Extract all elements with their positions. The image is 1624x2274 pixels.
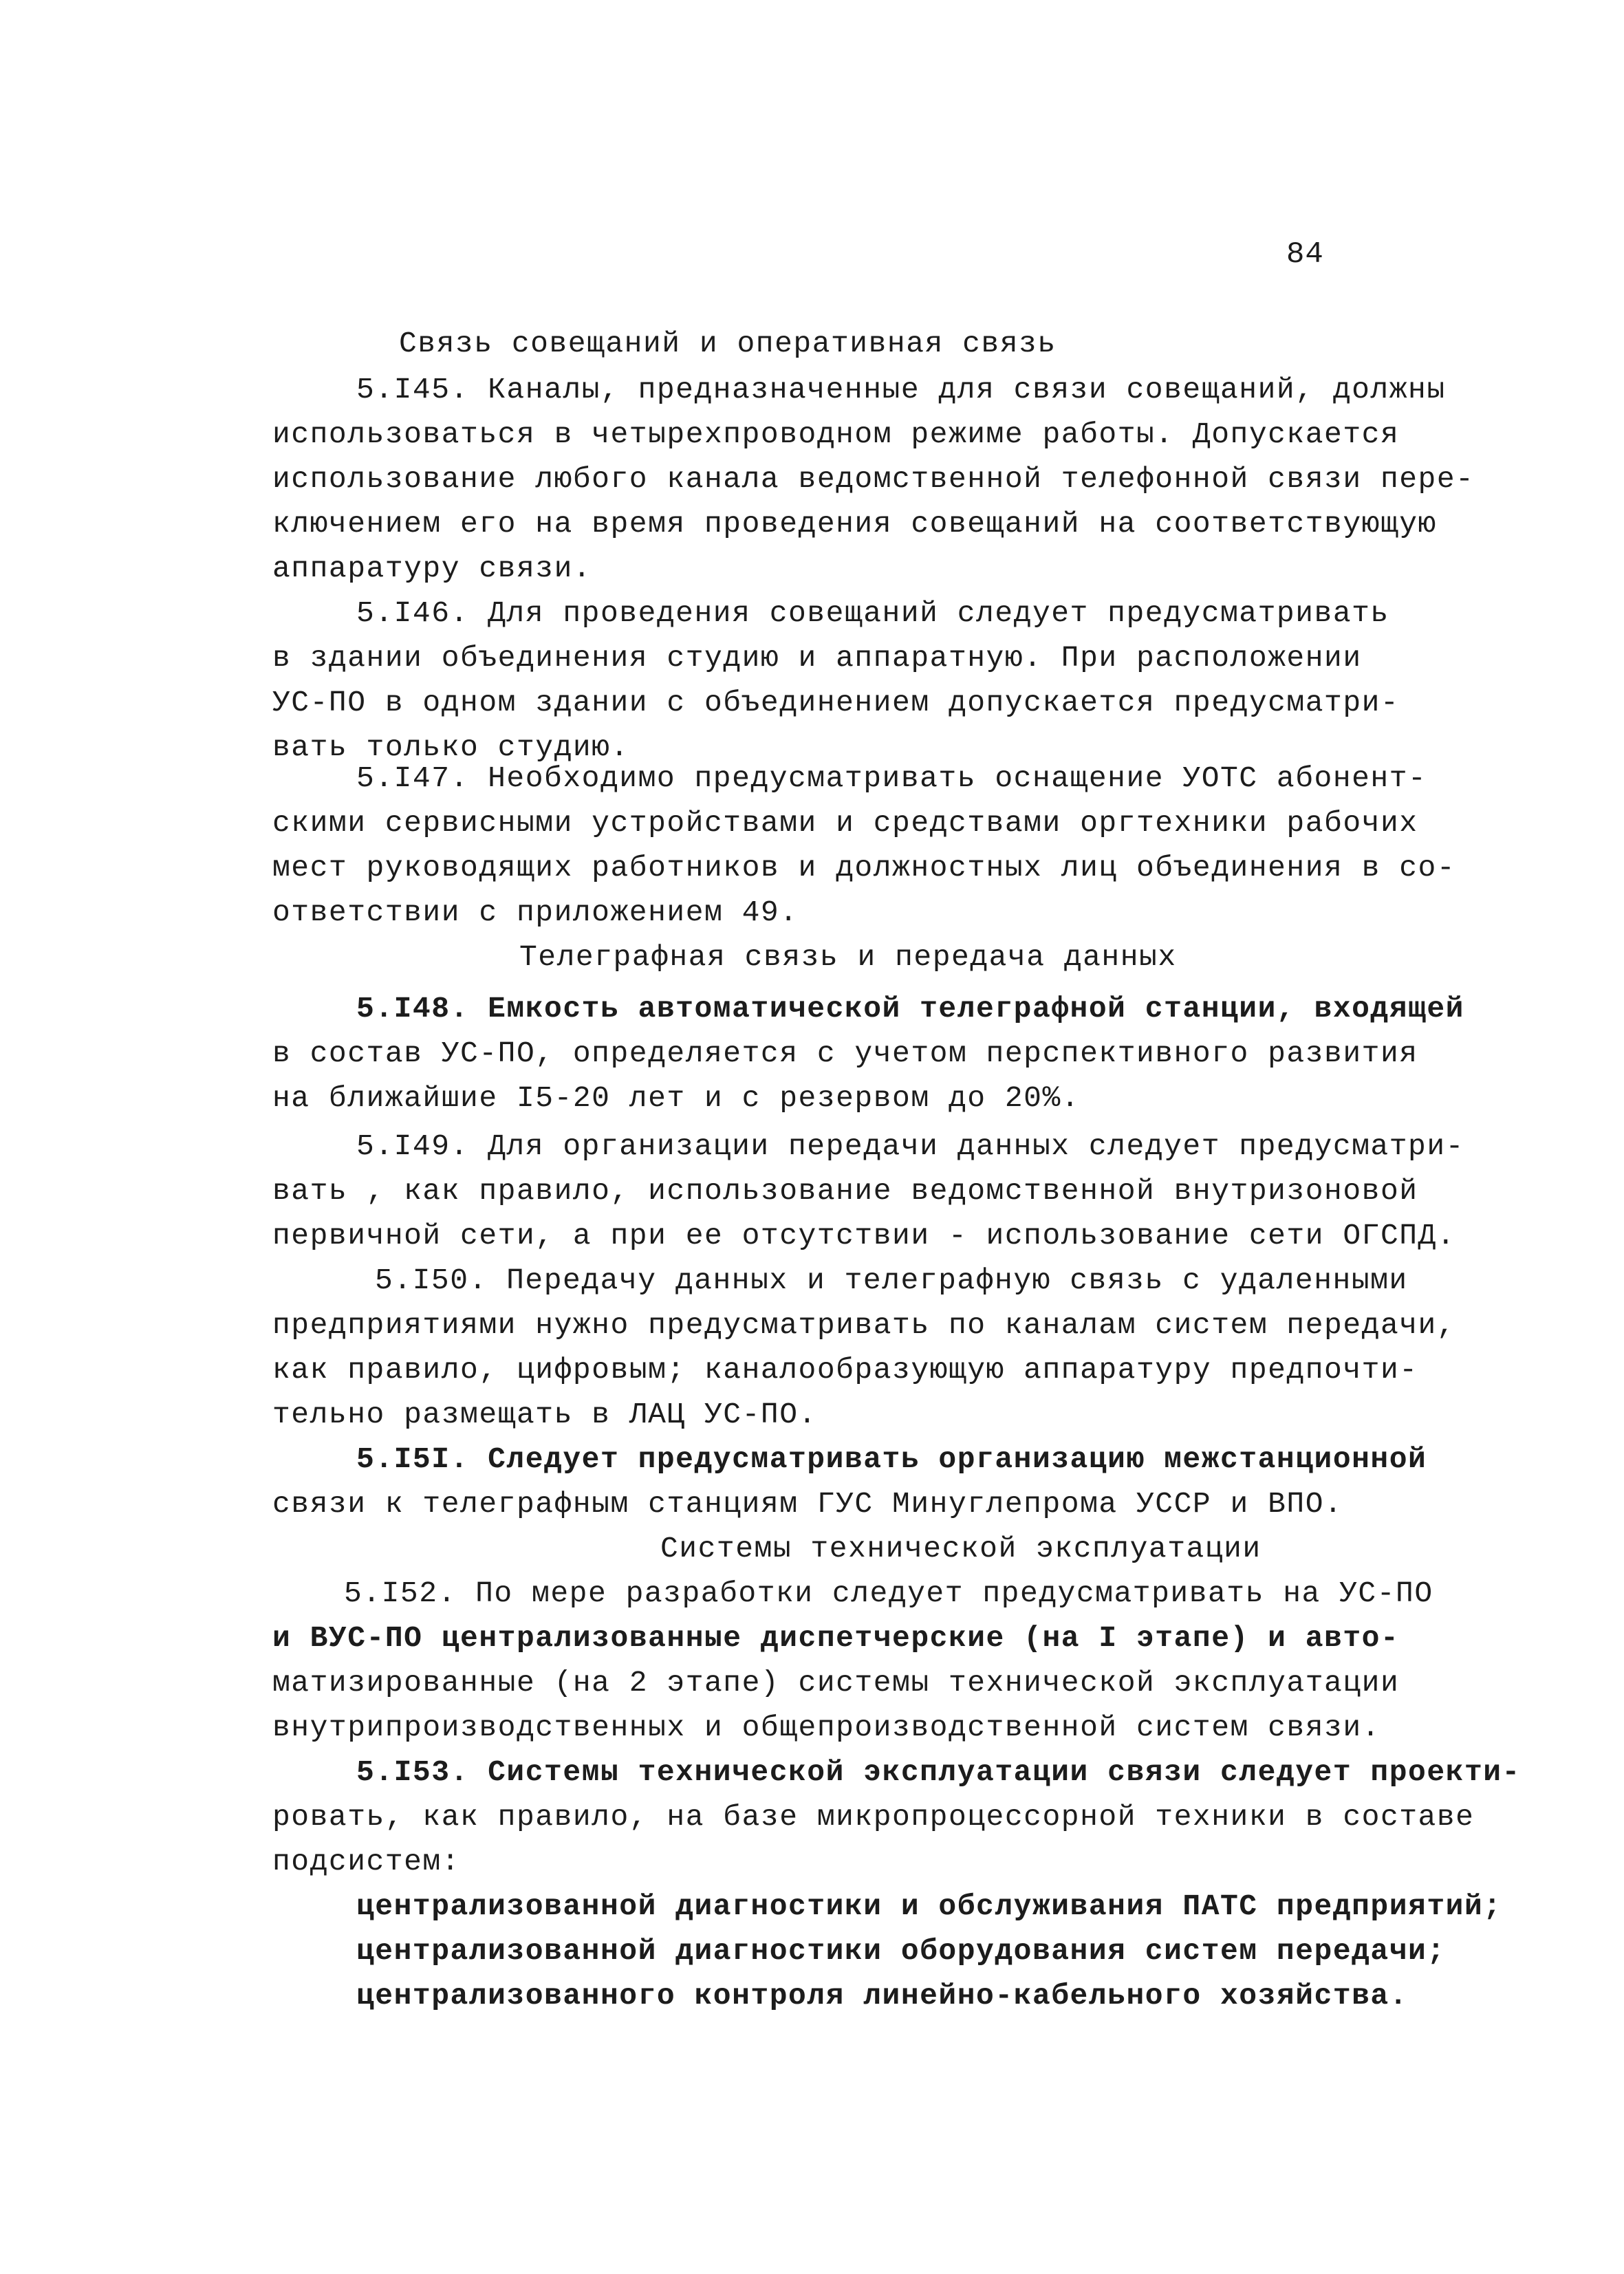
section-heading-telegraph: Телеграфная связь и передача данных (519, 940, 1177, 974)
text-line: 5.I52. По мере разработки следует предусматривать на УС-ПО (344, 1577, 1433, 1610)
page-number: 84 (1286, 237, 1324, 272)
text-line: 5.I45. Каналы, предназначенные для связи совещаний, должны (356, 373, 1446, 407)
text-line: 5.I48. Емкость автоматической телеграфной станции, входящей (356, 992, 1464, 1026)
section-heading-meetings: Связь совещаний и оперативная связь (399, 327, 1057, 360)
text-line: 5.I53. Системы технической эксплуатации связи следует проекти- (356, 1755, 1521, 1789)
text-line: использование любого канала ведомственной телефонной связи пере- (272, 462, 1475, 496)
text-line: 5.I47. Необходимо предусматривать оснащение УОТС абонент- (356, 761, 1427, 795)
text-line: связи к телеграфным станциям ГУС Минуглепрома УССР и ВПО. (272, 1487, 1343, 1521)
text-line: ответствии с приложением 49. (272, 896, 799, 929)
text-line: УС-ПО в одном здании с объединением допускается предусматри- (272, 686, 1400, 719)
text-line: 5.I46. Для проведения совещаний следует предусматривать (356, 596, 1389, 630)
text-line: мест руководящих работников и должностных лиц объединения в со- (272, 851, 1456, 885)
text-line: матизированные (на 2 этапе) системы технической эксплуатации (272, 1666, 1400, 1700)
text-line: ключением его на время проведения совещаний на соответствующую (272, 507, 1437, 541)
text-line: в состав УС-ПО, определяется с учетом перспективного развития (272, 1037, 1418, 1070)
text-line: первичной сети, а при ее отсутствии - использование сети ОГСПД. (272, 1219, 1456, 1253)
list-item: централизованной диагностики и обслуживания ПАТС предприятий; (356, 1889, 1502, 1923)
text-line: 5.I50. Передачу данных и телеграфную связь с удаленными (375, 1264, 1408, 1297)
text-line: ровать, как правило, на базе микропроцессорной техники в составе (272, 1800, 1475, 1834)
text-line: тельно размещать в ЛАЦ УС-ПО. (272, 1398, 817, 1431)
text-line: 5.I49. Для организации передачи данных следует предусматри- (356, 1129, 1464, 1163)
text-line: вать , как правило, использование ведомственной внутризоновой (272, 1174, 1418, 1208)
text-line: скими сервисными устройствами и средствами оргтехники рабочих (272, 806, 1418, 840)
text-line: использоваться в четырехпроводном режиме работы. Допускается (272, 418, 1400, 451)
section-heading-operations: Системы технической эксплуатации (660, 1532, 1262, 1566)
text-line: как правило, цифровым; каналообразующую аппаратуру предпочти- (272, 1353, 1418, 1387)
list-item: централизованного контроля линейно-кабельного хозяйства. (356, 1979, 1409, 2013)
text-line: на ближайшие I5-20 лет и с резервом до 20%. (272, 1081, 1081, 1115)
text-line: предприятиями нужно предусматривать по каналам систем передачи, (272, 1308, 1456, 1342)
text-line: внутрипроизводственных и общепроизводственной систем связи. (272, 1711, 1381, 1744)
text-line: вать только студию. (272, 730, 629, 764)
text-line: подсистем: (272, 1845, 461, 1878)
text-line: 5.I5I. Следует предусматривать организацию межстанционной (356, 1442, 1427, 1476)
text-line: и ВУС-ПО централизованные диспетчерские (на I этапе) и авто- (272, 1621, 1400, 1655)
list-item: централизованной диагностики оборудования систем передачи; (356, 1934, 1446, 1968)
text-line: в здании объединения студию и аппаратную. При расположении (272, 641, 1362, 675)
text-line: аппаратуру связи. (272, 552, 592, 585)
